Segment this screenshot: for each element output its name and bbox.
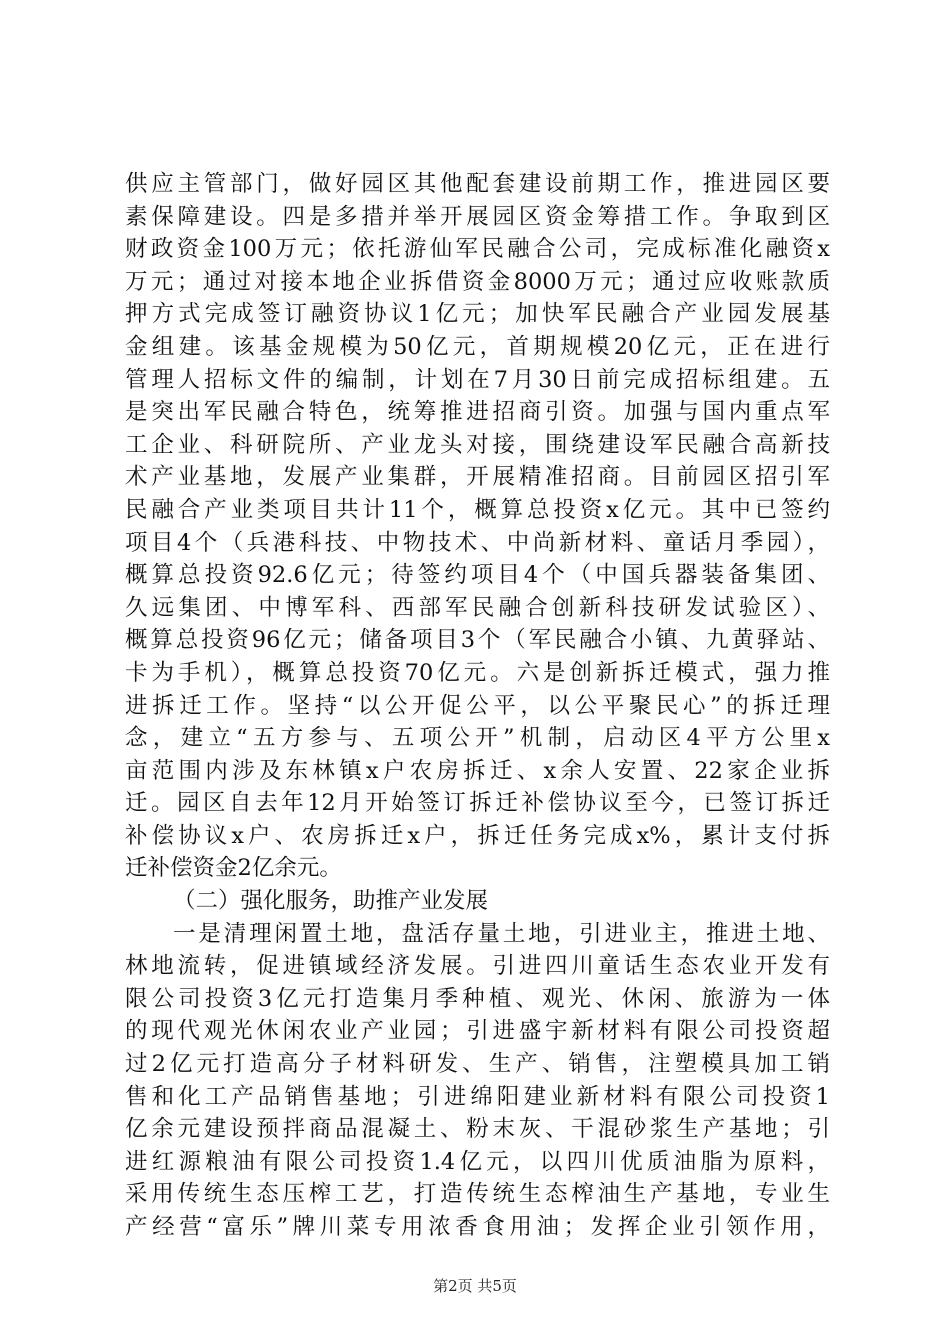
text-line: 产经营“富乐”牌川菜专用浓香食用油；发挥企业引领作用，	[125, 1214, 830, 1240]
text-line: 素保障建设。四是多措并举开展园区资金筹措工作。争取到区	[125, 203, 830, 230]
text-line: 限公司投资3亿元打造集月季种植、观光、休闲、旅游为一体	[125, 985, 830, 1012]
text-line: 项目4个（兵港科技、中物技术、中尚新材料、童话月季园），	[125, 529, 830, 556]
text-line: 一是清理闲置土地，盘活存量土地，引进业主，推进土地、	[173, 920, 830, 947]
text-line: 金组建。该基金规模为50亿元，首期规模20亿元，正在进行	[125, 333, 830, 360]
text-line: 久远集团、中博军科、西部军民融合创新科技研发试验区）、	[125, 594, 830, 621]
text-line: 补偿协议x户、农房拆迁x户，拆迁任务完成x%，累计支付拆	[125, 822, 830, 849]
text-line: 押方式完成签订融资协议1亿元；加快军民融合产业园发展基	[125, 301, 830, 328]
text-line: 的现代观光休闲农业产业园；引进盛宇新材料有限公司投资超	[125, 1018, 830, 1045]
body-text	[125, 168, 830, 1244]
text-line: 概算总投资96亿元；储备项目3个（军民融合小镇、九黄驿站、	[125, 627, 830, 654]
text-line: 财政资金100万元；依托游仙军民融合公司，完成标准化融资x	[125, 236, 830, 263]
text-line: 供应主管部门，做好园区其他配套建设前期工作，推进园区要	[125, 171, 830, 197]
text-line: 念，建立“五方参与、五项公开”机制，启动区4平方公里x	[125, 725, 830, 752]
text-line: 进红源粮油有限公司投资1.4亿元，以四川优质油脂为原料，	[125, 1148, 830, 1175]
text-line: 万元；通过对接本地企业拆借资金8000万元；通过应收账款质	[125, 268, 830, 295]
text-line: 售和化工产品销售基地；引进绵阳建业新材料有限公司投资1	[125, 1083, 830, 1110]
text-line: 民融合产业类项目共计11个，概算总投资x亿元。其中已签约	[125, 496, 830, 523]
text-line: 亩范围内涉及东林镇x户农房拆迁、x余人安置、22家企业拆	[125, 757, 830, 784]
page-number: 第2页 共5页	[433, 1277, 517, 1295]
text-line: 进拆迁工作。坚持“以公开促公平，以公平聚民心”的拆迁理	[125, 692, 830, 719]
text-line: 采用传统生态压榨工艺，打造传统生态榨油生产基地，专业生	[125, 1181, 830, 1208]
text-line: 管理人招标文件的编制，计划在7月30日前完成招标组建。五	[125, 366, 830, 393]
section-heading: （二）强化服务，助推产业发展	[173, 888, 489, 915]
text-line: 工企业、科研院所、产业龙头对接，围绕建设军民融合高新技	[125, 431, 830, 458]
text-line: 迁。园区自去年12月开始签订拆迁补偿协议至今，已签订拆迁	[125, 790, 830, 817]
text-line: 迁补偿资金2亿余元。	[125, 855, 342, 882]
text-line: 是突出军民融合特色，统筹推进招商引资。加强与国内重点军	[125, 399, 830, 426]
text-line: 卡为手机），概算总投资70亿元。六是创新拆迁模式，强力推	[125, 659, 830, 686]
text-line: 概算总投资92.6亿元；待签约项目4个（中国兵器装备集团、	[125, 562, 830, 589]
text-line: 术产业基地，发展产业集群，开展精准招商。目前园区招引军	[125, 464, 830, 491]
text-line: 过2亿元打造高分子材料研发、生产、销售，注塑模具加工销	[125, 1051, 830, 1078]
text-line: 林地流转，促进镇域经济发展。引进四川童话生态农业开发有	[125, 953, 830, 980]
text-line: 亿余元建设预拌商品混凝土、粉末灰、干混砂浆生产基地；引	[125, 1116, 830, 1143]
